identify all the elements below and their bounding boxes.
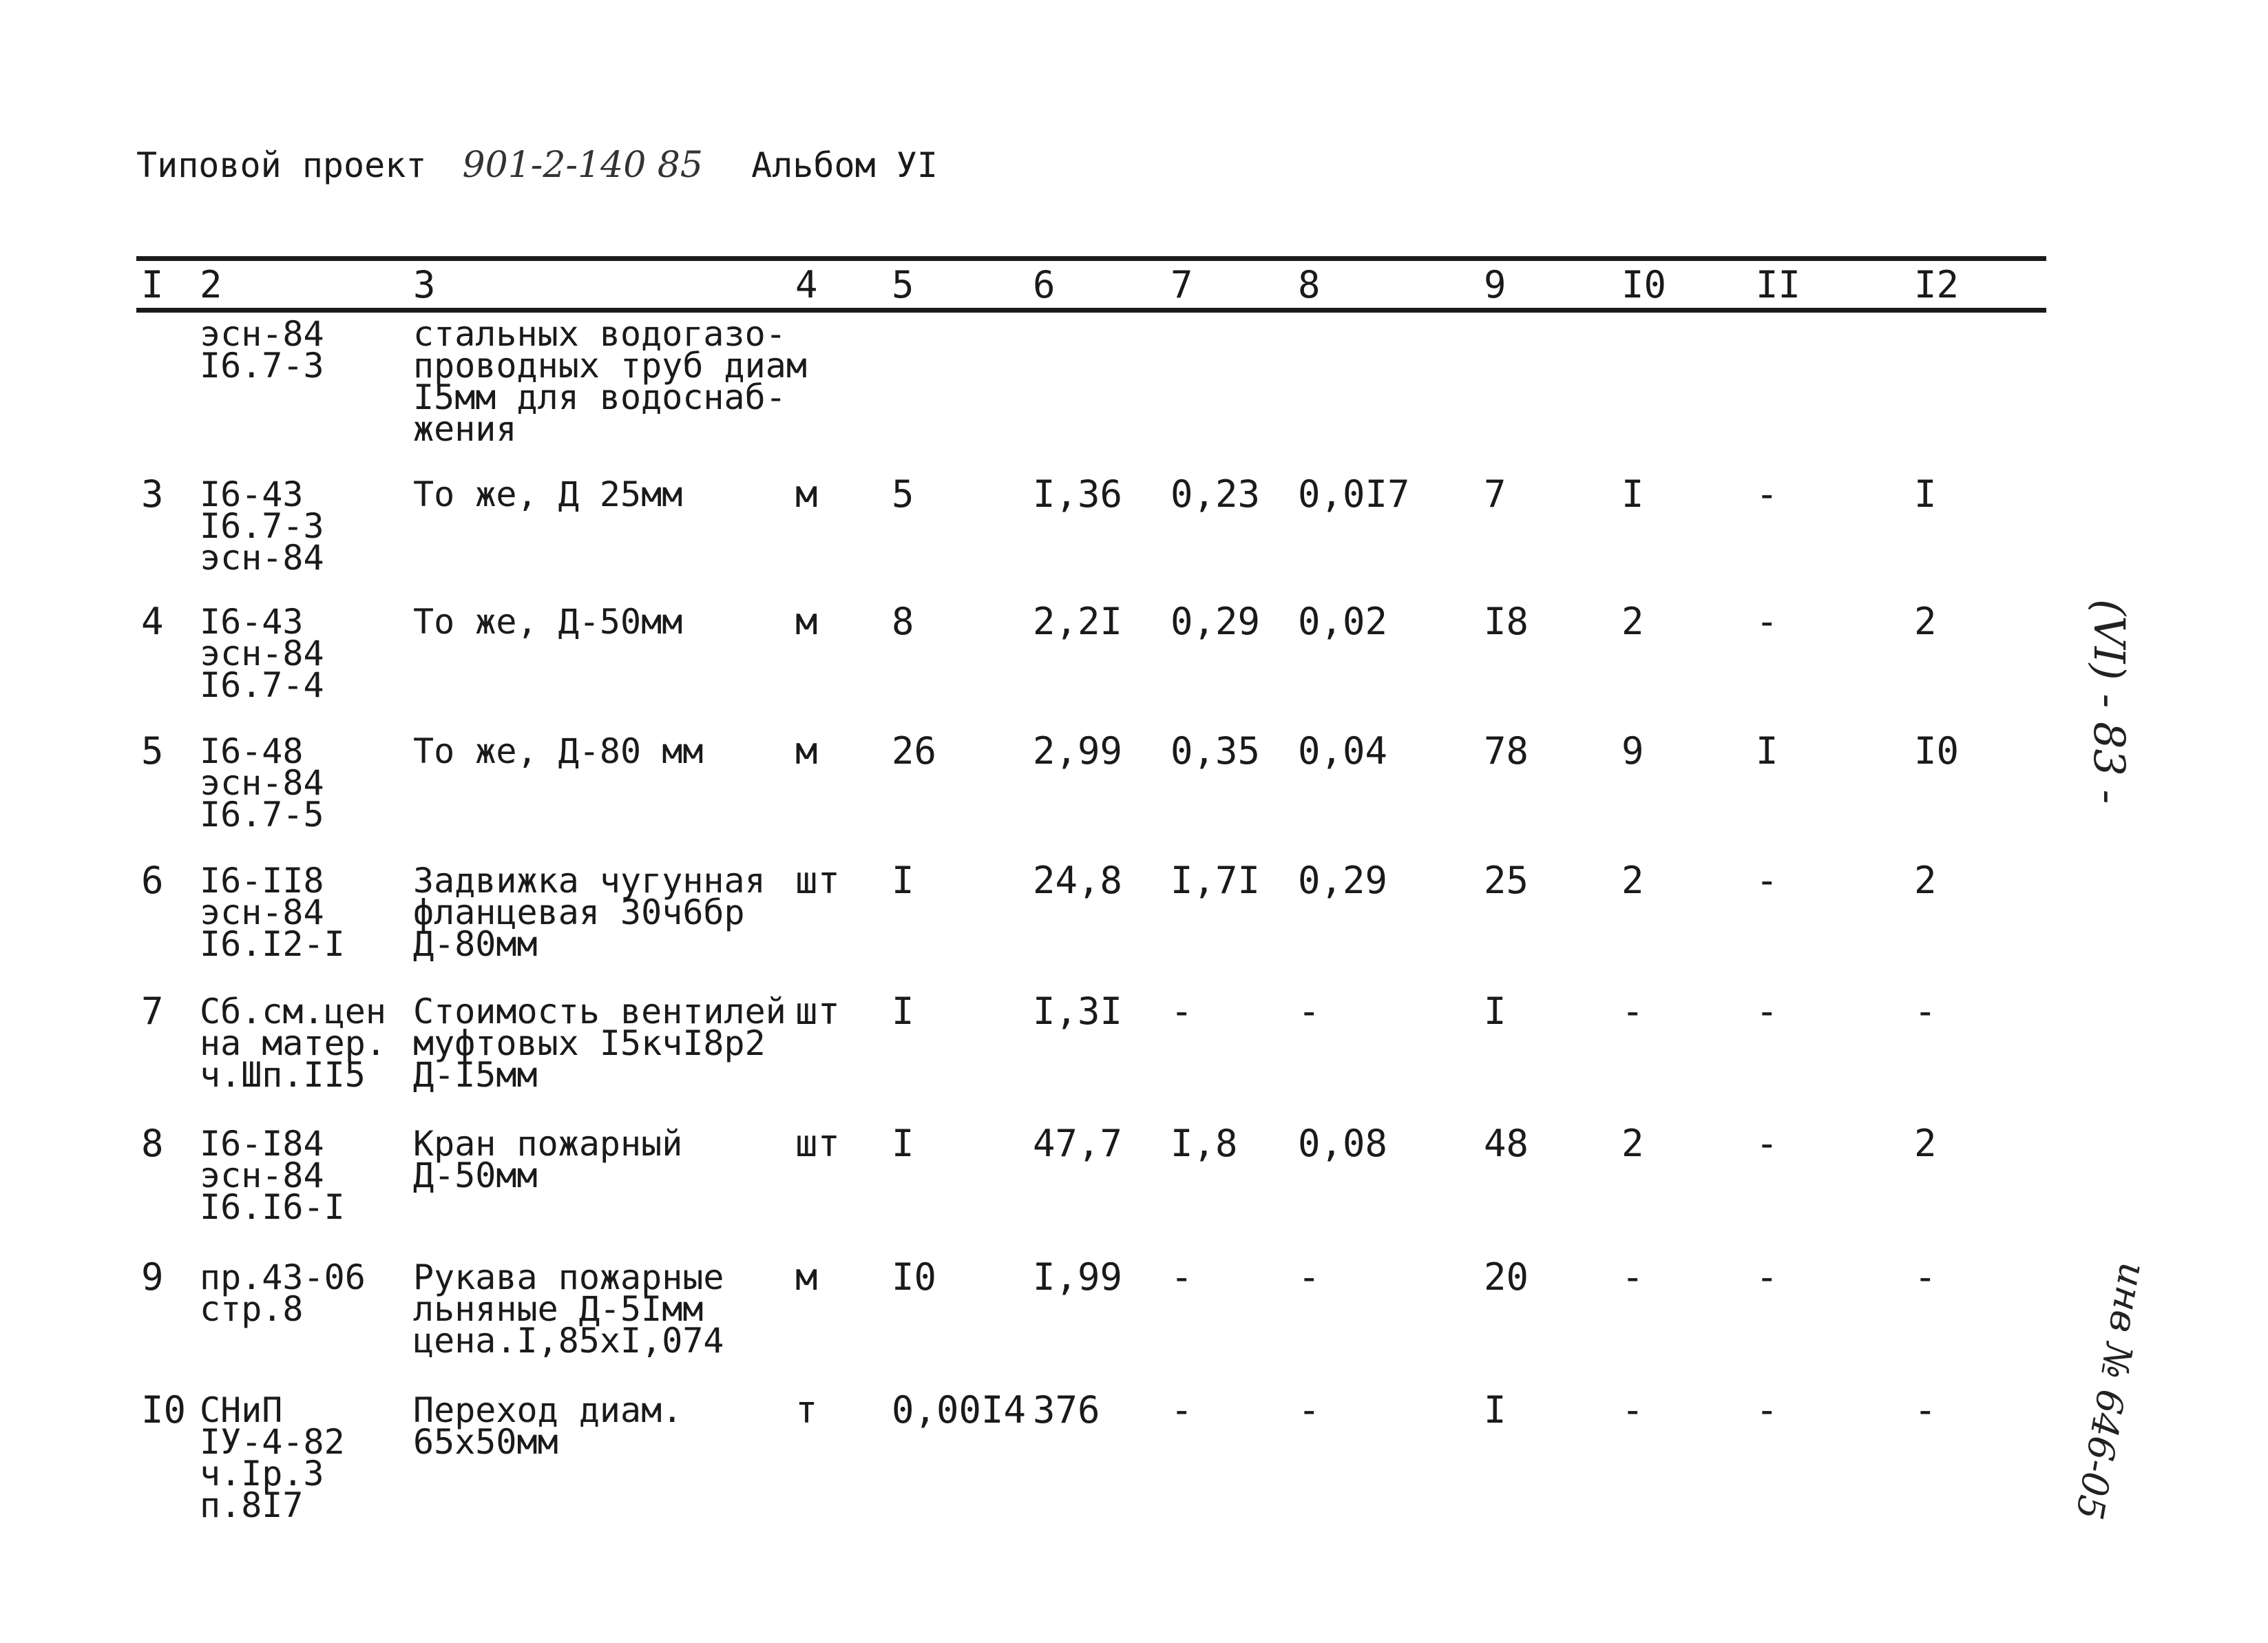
- norm-code: пр.43-06 стр.8: [200, 1257, 366, 1329]
- total-sum: I: [1914, 472, 1937, 516]
- item-name: стальных водогазо- проводных труб диам I5мм для водоснаб- жения: [413, 314, 807, 449]
- inventory-code: инв № 646-05: [2067, 1259, 2155, 1523]
- row-number: 8: [141, 1122, 164, 1165]
- wages: 0,35: [1170, 729, 1261, 773]
- norm-code: I6-I84 эсн-84 I6.I6-I: [200, 1124, 345, 1227]
- total-wages: -: [1621, 990, 1644, 1033]
- wages: -: [1170, 1255, 1193, 1299]
- item-name: Задвижка чугунная фланцевая 30ч6бр Д-80мм: [413, 861, 766, 964]
- machine-cost: -: [1298, 990, 1321, 1033]
- column-header-7: 7: [1170, 263, 1193, 306]
- item-name: Кран пожарный Д-50мм: [413, 1124, 683, 1195]
- column-header-11: II: [1756, 263, 1801, 306]
- quantity: 5: [892, 472, 914, 516]
- machine-cost: -: [1298, 1255, 1321, 1299]
- item-name: То же, Д-80 мм: [413, 731, 704, 771]
- quantity: 0,00I4: [892, 1388, 1027, 1432]
- total-machine: -: [1756, 600, 1778, 643]
- total-wages: 2: [1621, 859, 1644, 902]
- norm-code: I6-II8 эсн-84 I6.I2-I: [200, 861, 345, 964]
- total-wages: -: [1621, 1388, 1644, 1432]
- column-header-5: 5: [892, 263, 914, 306]
- total-cost: 25: [1484, 859, 1529, 902]
- project-code: 901-2-140 85: [462, 145, 703, 186]
- unit-cost: 47,7: [1033, 1122, 1123, 1165]
- quantity: I: [892, 990, 914, 1033]
- machine-cost: 0,02: [1298, 600, 1388, 643]
- column-header-2: 2: [200, 263, 222, 306]
- unit-cost: I,36: [1033, 472, 1123, 516]
- page-number: (VI) - 83 -: [2084, 599, 2134, 804]
- unit-cost: 376: [1033, 1388, 1100, 1432]
- unit: шт: [795, 990, 841, 1033]
- total-cost: 7: [1484, 472, 1506, 516]
- row-number: 5: [141, 729, 164, 773]
- unit-cost: I,3I: [1033, 990, 1123, 1033]
- machine-cost: 0,08: [1298, 1122, 1388, 1165]
- total-sum: 2: [1914, 859, 1937, 902]
- column-header-12: I2: [1914, 263, 1960, 306]
- table-top-rule: [136, 256, 2046, 261]
- norm-code: эсн-84 I6.7-3: [200, 314, 324, 386]
- total-sum: I0: [1914, 729, 1960, 773]
- norm-code: I6-48 эсн-84 I6.7-5: [200, 731, 324, 835]
- norm-code: Сб.см.цен на матер. ч.Шп.II5: [200, 992, 386, 1095]
- quantity: 8: [892, 600, 914, 643]
- unit: м: [795, 729, 818, 773]
- row-number: I0: [141, 1388, 187, 1432]
- total-wages: -: [1621, 1255, 1644, 1299]
- total-sum: -: [1914, 1388, 1937, 1432]
- total-sum: -: [1914, 1255, 1937, 1299]
- column-header-4: 4: [795, 263, 818, 306]
- wages: I,8: [1170, 1122, 1238, 1165]
- row-number: 9: [141, 1255, 164, 1299]
- wages: I,7I: [1170, 859, 1261, 902]
- total-machine: -: [1756, 1255, 1778, 1299]
- unit-cost: 2,2I: [1033, 600, 1123, 643]
- unit: т: [795, 1388, 818, 1432]
- machine-cost: -: [1298, 1388, 1321, 1432]
- item-name: Переход диам. 65х50мм: [413, 1390, 683, 1462]
- total-machine: -: [1756, 472, 1778, 516]
- column-header-6: 6: [1033, 263, 1056, 306]
- header: [136, 145, 938, 186]
- total-cost: 48: [1484, 1122, 1529, 1165]
- total-sum: 2: [1914, 600, 1937, 643]
- header-title: Типовой проект: [136, 145, 427, 185]
- total-cost: 78: [1484, 729, 1529, 773]
- total-sum: -: [1914, 990, 1937, 1033]
- norm-code: СНиП IУ-4-82 ч.Iр.3 п.8I7: [200, 1390, 345, 1525]
- unit: шт: [795, 1122, 841, 1165]
- album-label: Альбом УI: [751, 145, 938, 185]
- item-name: Рукава пожарные льняные Д-5Iмм цена.I,85хI,074: [413, 1257, 724, 1361]
- row-number: 7: [141, 990, 164, 1033]
- total-wages: 9: [1621, 729, 1644, 773]
- wages: 0,29: [1170, 600, 1261, 643]
- column-header-1: I: [141, 263, 164, 306]
- item-name: То же, Д 25мм: [413, 474, 683, 514]
- item-name: То же, Д-50мм: [413, 602, 683, 642]
- row-number: 4: [141, 600, 164, 643]
- wages: -: [1170, 990, 1193, 1033]
- quantity: I: [892, 859, 914, 902]
- unit-cost: I,99: [1033, 1255, 1123, 1299]
- unit-cost: 24,8: [1033, 859, 1123, 902]
- row-number: 3: [141, 472, 164, 516]
- column-header-3: 3: [413, 263, 436, 306]
- column-header-10: I0: [1621, 263, 1667, 306]
- unit: м: [795, 600, 818, 643]
- total-sum: 2: [1914, 1122, 1937, 1165]
- unit: шт: [795, 859, 841, 902]
- unit: м: [795, 1255, 818, 1299]
- column-header-8: 8: [1298, 263, 1321, 306]
- unit-cost: 2,99: [1033, 729, 1123, 773]
- norm-code: I6-43 эсн-84 I6.7-4: [200, 602, 324, 705]
- unit: м: [795, 472, 818, 516]
- total-cost: 20: [1484, 1255, 1529, 1299]
- total-machine: -: [1756, 1388, 1778, 1432]
- total-machine: -: [1756, 990, 1778, 1033]
- total-machine: I: [1756, 729, 1778, 773]
- item-name: Стоимость вентилей муфтовых I5кчI8р2 Д-I5мм: [413, 992, 786, 1095]
- machine-cost: 0,04: [1298, 729, 1388, 773]
- column-header-9: 9: [1484, 263, 1506, 306]
- table-header-rule: [136, 308, 2046, 313]
- total-wages: I: [1621, 472, 1644, 516]
- total-cost: I: [1484, 1388, 1506, 1432]
- norm-code: I6-43 I6.7-3 эсн-84: [200, 474, 324, 578]
- machine-cost: 0,0I7: [1298, 472, 1410, 516]
- machine-cost: 0,29: [1298, 859, 1388, 902]
- quantity: I: [892, 1122, 914, 1165]
- wages: 0,23: [1170, 472, 1261, 516]
- quantity: I0: [892, 1255, 937, 1299]
- total-wages: 2: [1621, 1122, 1644, 1165]
- total-machine: -: [1756, 859, 1778, 902]
- total-wages: 2: [1621, 600, 1644, 643]
- wages: -: [1170, 1388, 1193, 1432]
- total-cost: I: [1484, 990, 1506, 1033]
- row-number: 6: [141, 859, 164, 902]
- total-machine: -: [1756, 1122, 1778, 1165]
- total-cost: I8: [1484, 600, 1529, 643]
- quantity: 26: [892, 729, 937, 773]
